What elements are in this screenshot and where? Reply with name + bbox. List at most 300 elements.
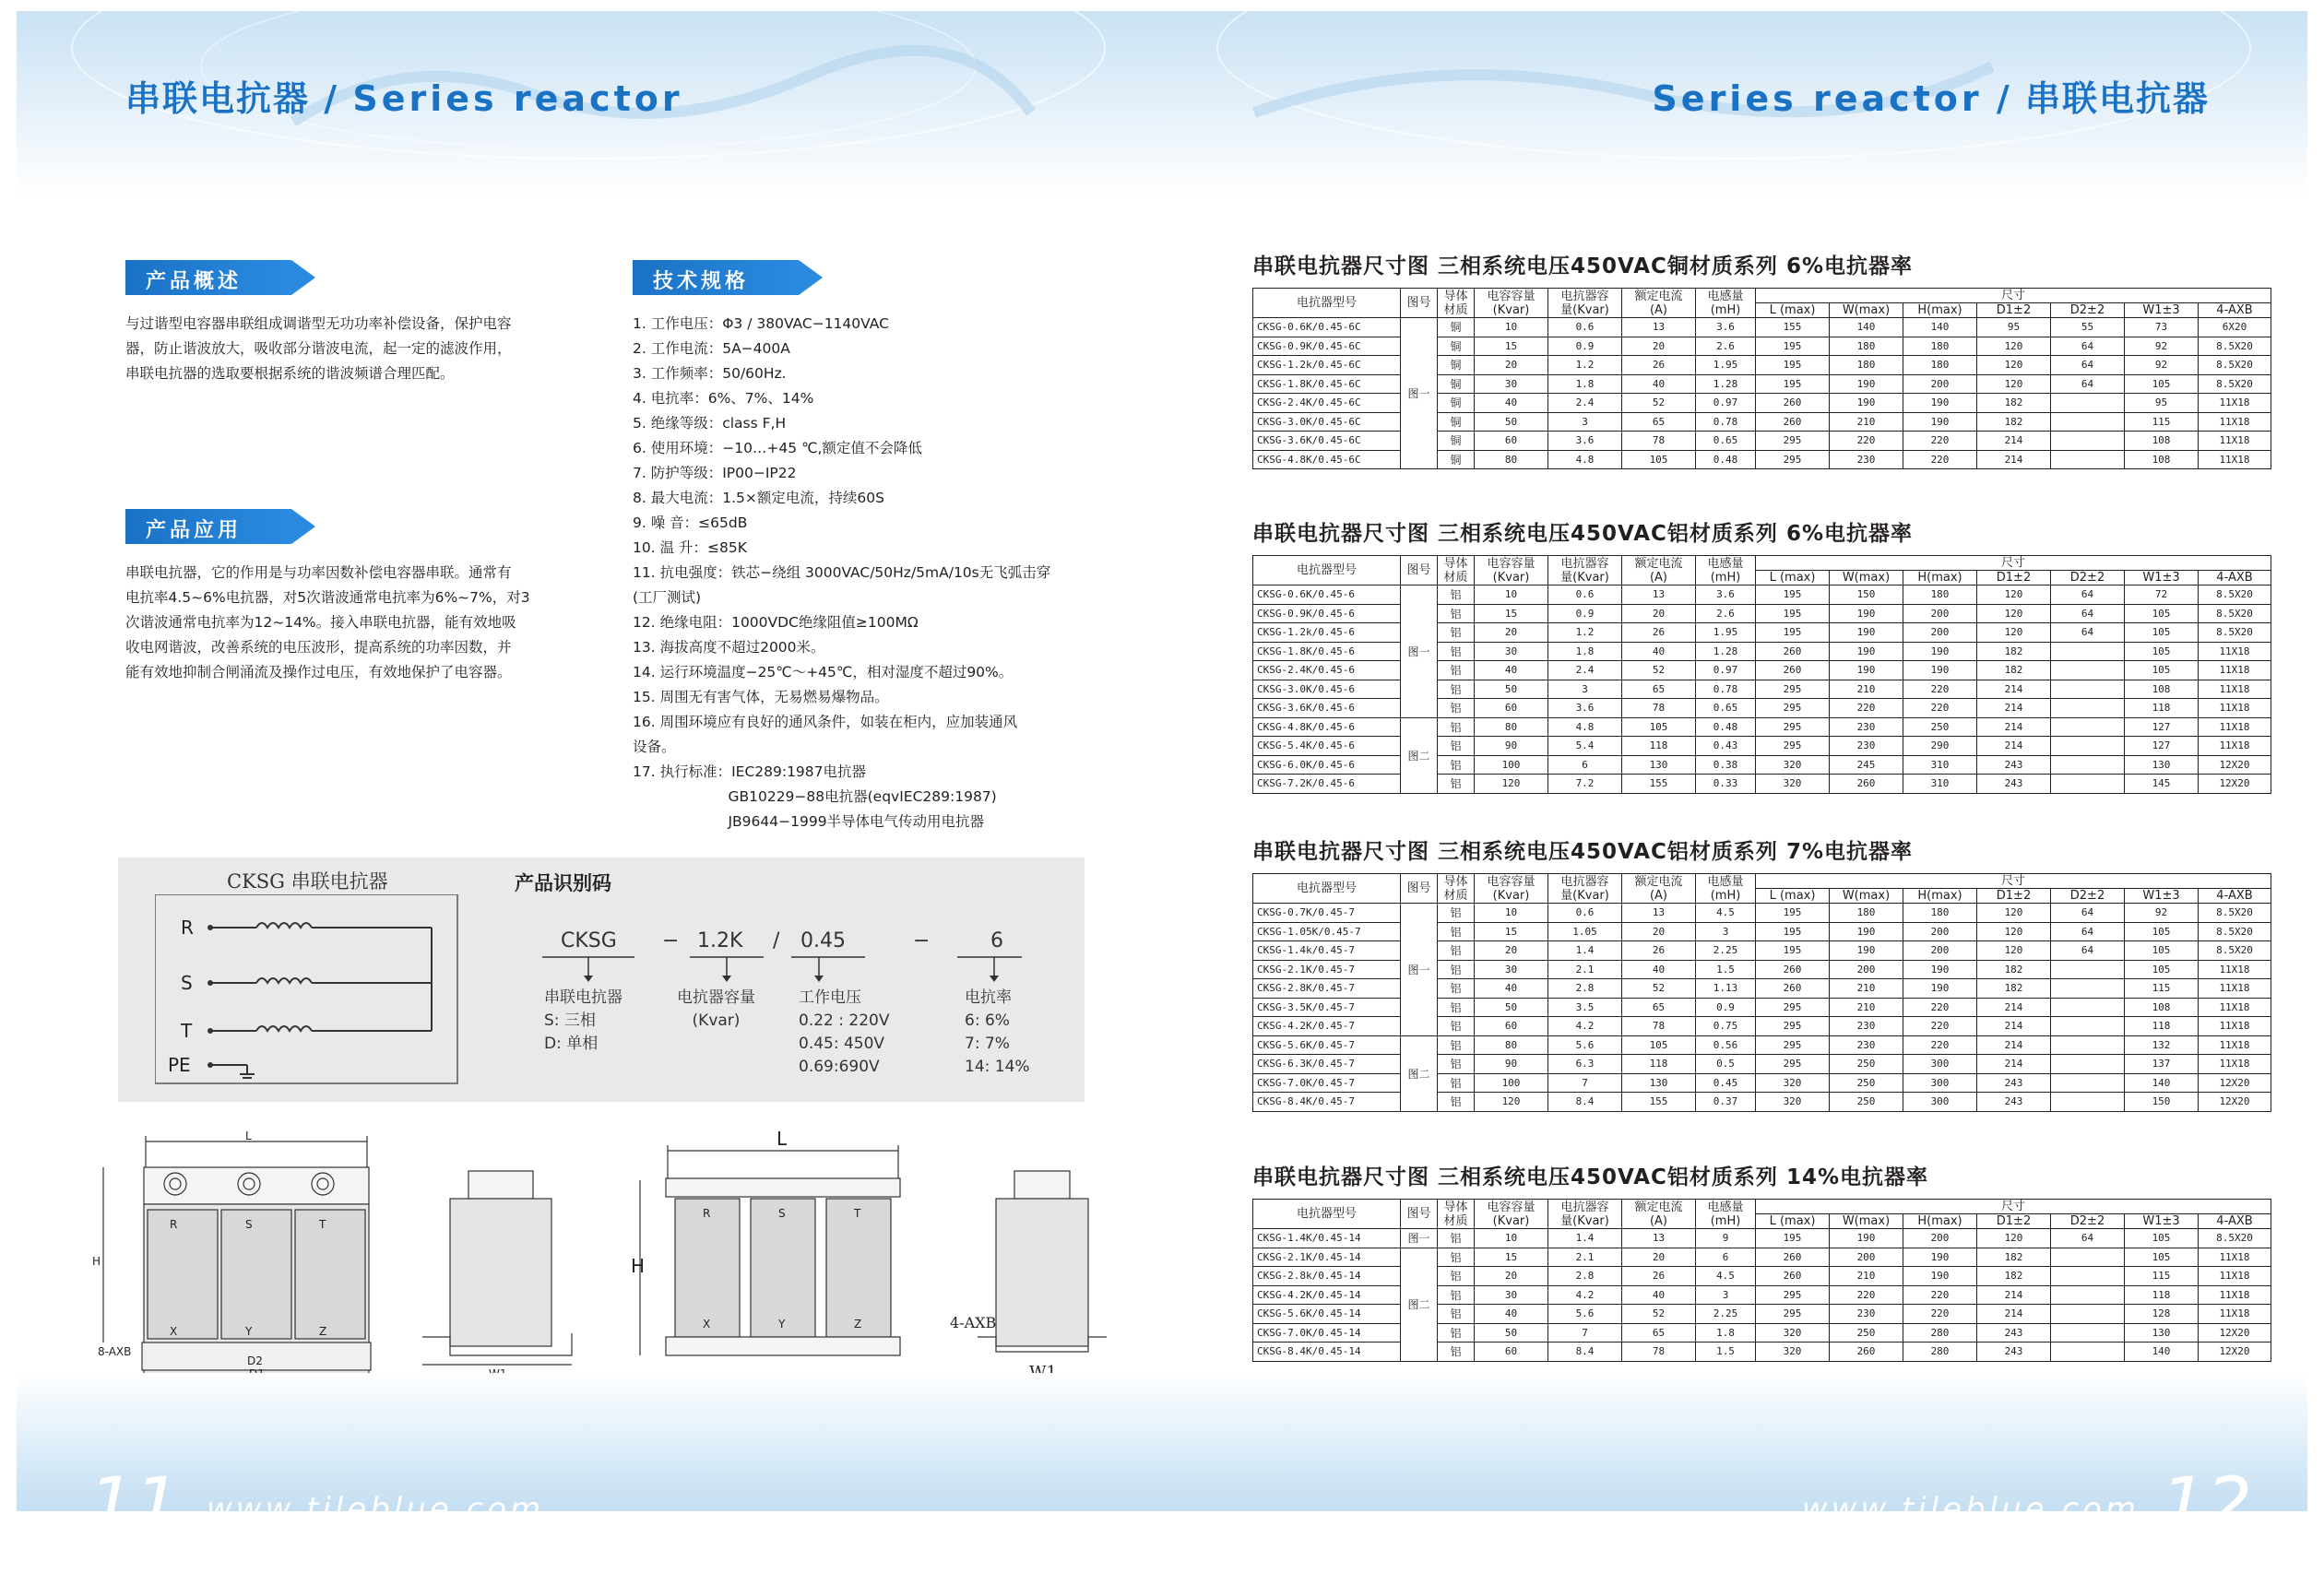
cell-value: 1.2 — [1548, 356, 1622, 375]
idcode-series-label: 串联电抗器 — [544, 988, 622, 1007]
fig1-dim-l: L — [245, 1130, 252, 1142]
cell-value: 260 — [1830, 1343, 1903, 1362]
idcode-part: − — [662, 929, 680, 952]
cell-value: 11X18 — [2199, 699, 2271, 718]
cell-value: 220 — [1903, 699, 1977, 718]
cell-value: 11X18 — [2199, 450, 2271, 469]
cell-value: 150 — [1830, 586, 1903, 605]
idcode-series-single-phase: D: 单相 — [544, 1035, 599, 1053]
cell-value: 214 — [1977, 1055, 2051, 1074]
fig2-term-z: Z — [854, 1318, 862, 1331]
specs-title: 技术规格 — [653, 270, 750, 293]
cell-value: 200 — [1903, 604, 1977, 623]
cell-value: 55 — [2051, 318, 2125, 337]
cell-value: 0.78 — [1696, 680, 1756, 699]
cell-model: CKSG-7.2K/0.45-6 — [1253, 775, 1401, 794]
cell-value: 11X18 — [2199, 432, 2271, 451]
cell-value: 250 — [1830, 1055, 1903, 1074]
col-header-inductance-line: 电感量 — [1707, 1200, 1744, 1214]
cell-value: 铜 — [1438, 318, 1475, 337]
cell-value: 295 — [1756, 1285, 1830, 1305]
cell-value: 20 — [1475, 356, 1548, 375]
cell-value: 180 — [1830, 356, 1903, 375]
cell-value: 64 — [2051, 604, 2125, 623]
cell-value: 214 — [1977, 680, 2051, 699]
col-header-reactor — [1548, 874, 1622, 904]
idcode-title: 产品识别码 — [515, 872, 611, 894]
cell-value: 7 — [1548, 1073, 1622, 1093]
cell-value: 214 — [1977, 717, 2051, 737]
col-header-dim: D1±2 — [1977, 889, 2051, 904]
cell-value: 60 — [1475, 1017, 1548, 1036]
cell-value: 105 — [2125, 374, 2199, 394]
cell-value: 182 — [1977, 960, 2051, 979]
cell-value: 20 — [1622, 337, 1696, 356]
cell-value: 1.4 — [1548, 1229, 1622, 1248]
cell-value: 20 — [1622, 922, 1696, 941]
cell-value: 214 — [1977, 1305, 2051, 1324]
cell-value: 铜 — [1438, 374, 1475, 394]
cell-model: CKSG-1.2k/0.45-6C — [1253, 356, 1401, 375]
col-header-material — [1438, 556, 1475, 586]
cell-value: 2.1 — [1548, 960, 1622, 979]
cell-value: 130 — [2125, 1323, 2199, 1343]
figure-2-drawing — [631, 1125, 917, 1402]
overview-title: 产品概述 — [146, 270, 243, 293]
cell-value: 12X20 — [2199, 1343, 2271, 1362]
col-header-inductance-line: (mH) — [1710, 888, 1741, 903]
col-header-dim: H(max) — [1903, 303, 1977, 318]
cell-model: CKSG-8.4K/0.45-7 — [1253, 1093, 1401, 1112]
cell-value: 80 — [1475, 1035, 1548, 1055]
col-header-current-line: 额定电流 — [1634, 1200, 1683, 1214]
cell-value: 1.28 — [1696, 642, 1756, 661]
cell-value: 0.6 — [1548, 586, 1622, 605]
cell-value: 182 — [1977, 394, 2051, 413]
cell-value — [2051, 1055, 2125, 1074]
col-header-current-line: 额定电流 — [1634, 874, 1683, 889]
col-header-current — [1622, 556, 1696, 586]
cell-value: 105 — [2125, 941, 2199, 961]
cell-value: 3 — [1696, 1285, 1756, 1305]
cell-value: 220 — [1903, 1305, 1977, 1324]
cell-value: 铝 — [1438, 960, 1475, 979]
fig1-dim-h: H — [92, 1255, 101, 1268]
cell-value: 铝 — [1438, 661, 1475, 680]
cell-value: 3.6 — [1696, 318, 1756, 337]
spec-line: (工厂测试) — [633, 589, 702, 606]
cell-value: 118 — [2125, 1017, 2199, 1036]
cell-value: 105 — [2125, 623, 2199, 643]
cell-value: 140 — [2125, 1073, 2199, 1093]
cell-value: 铝 — [1438, 737, 1475, 756]
cell-figure: 图一 — [1401, 586, 1438, 718]
table-row — [1253, 1248, 2271, 1267]
cell-value: 190 — [1903, 412, 1977, 432]
cell-value: 180 — [1830, 337, 1903, 356]
cell-figure: 图一 — [1401, 1229, 1438, 1248]
cell-value: 铜 — [1438, 432, 1475, 451]
col-header-current-line: 额定电流 — [1634, 556, 1683, 571]
cell-value: 243 — [1977, 1073, 2051, 1093]
application-text — [125, 561, 587, 685]
fig1-term-r: R — [170, 1218, 178, 1231]
cell-value: 210 — [1830, 979, 1903, 999]
col-header-capacitor-line: 电容容量 — [1487, 289, 1536, 303]
cell-value: 2.25 — [1696, 941, 1756, 961]
cell-value: 11X18 — [2199, 680, 2271, 699]
cell-value: 6 — [1696, 1248, 1756, 1267]
cell-value: 214 — [1977, 737, 2051, 756]
cell-model: CKSG-2.4K/0.45-6C — [1253, 394, 1401, 413]
cell-value: 120 — [1977, 922, 2051, 941]
cell-value: 182 — [1977, 979, 2051, 999]
cell-value: 295 — [1756, 998, 1830, 1017]
cell-value: 130 — [1622, 1073, 1696, 1093]
cell-value: 78 — [1622, 1343, 1696, 1362]
figure-1-side-drawing — [415, 1153, 599, 1402]
cell-value: 64 — [2051, 941, 2125, 961]
cell-value: 105 — [2125, 960, 2199, 979]
cell-value: 2.1 — [1548, 1248, 1622, 1267]
cell-value: 80 — [1475, 450, 1548, 469]
cell-value: 10 — [1475, 904, 1548, 923]
cell-value: 11X18 — [2199, 1305, 2271, 1324]
cell-value: 220 — [1903, 1035, 1977, 1055]
col-header-current-line: (A) — [1649, 1213, 1668, 1228]
page-header — [125, 70, 683, 121]
cell-value: 铝 — [1438, 1035, 1475, 1055]
col-header-reactor-line: 电抗器容 — [1560, 556, 1609, 571]
cell-value: 200 — [1903, 374, 1977, 394]
cell-value: 铝 — [1438, 922, 1475, 941]
cell-value: 230 — [1830, 717, 1903, 737]
cell-value: 120 — [1977, 586, 2051, 605]
header-en: Series reactor — [1652, 78, 1983, 119]
col-header-model: 电抗器型号 — [1253, 1200, 1401, 1229]
cell-value: 12X20 — [2199, 1093, 2271, 1112]
cell-value: 120 — [1475, 1093, 1548, 1112]
cell-value: 0.97 — [1696, 661, 1756, 680]
cell-value: 105 — [2125, 661, 2199, 680]
cell-value: 13 — [1622, 1229, 1696, 1248]
cell-value: 12X20 — [2199, 1073, 2271, 1093]
idcode-series-col — [544, 987, 622, 1056]
cell-value: 220 — [1903, 1285, 1977, 1305]
cell-value: 铝 — [1438, 1343, 1475, 1362]
cell-value: 127 — [2125, 717, 2199, 737]
cell-value: 243 — [1977, 1093, 2051, 1112]
col-header-model: 电抗器型号 — [1253, 289, 1401, 318]
col-header-dim: 4-AXB — [2199, 571, 2271, 586]
cell-model: CKSG-5.6K/0.45-7 — [1253, 1035, 1401, 1055]
footer-band — [17, 1373, 1162, 1511]
cell-value: 210 — [1830, 998, 1903, 1017]
table-row — [1253, 586, 2271, 605]
cell-value: 1.05 — [1548, 922, 1622, 941]
cell-value: 1.8 — [1696, 1323, 1756, 1343]
cell-value: 200 — [1903, 1229, 1977, 1248]
footer-url-right: www.tileblue.com — [1801, 1491, 2140, 1528]
cell-value: 64 — [2051, 922, 2125, 941]
cell-value: 220 — [1830, 1285, 1903, 1305]
cell-value: 12X20 — [2199, 775, 2271, 794]
cell-model: CKSG-4.8K/0.45-6 — [1253, 717, 1401, 737]
cell-value: 8.5X20 — [2199, 604, 2271, 623]
spec-line: 9. 噪 音：≤65dB — [633, 515, 748, 531]
cell-value: 250 — [1830, 1323, 1903, 1343]
cell-model: CKSG-4.2K/0.45-14 — [1253, 1285, 1401, 1305]
cell-model: CKSG-3.0K/0.45-6 — [1253, 680, 1401, 699]
cell-value: 214 — [1977, 450, 2051, 469]
cell-value: 105 — [2125, 604, 2199, 623]
col-header-material-line: 材质 — [1443, 570, 1468, 585]
cell-value: 118 — [2125, 1285, 2199, 1305]
col-header-dim: D2±2 — [2051, 303, 2125, 318]
header-sep: / — [1982, 78, 2025, 119]
circuit-id-panel — [118, 858, 1085, 1102]
cell-value: 80 — [1475, 717, 1548, 737]
fig1-dim-axb: 8-AXB — [98, 1345, 132, 1358]
cell-value: 128 — [2125, 1305, 2199, 1324]
cell-value: 26 — [1622, 356, 1696, 375]
cell-value: 195 — [1756, 374, 1830, 394]
cell-value: 26 — [1622, 1267, 1696, 1286]
col-header-capacitor — [1475, 874, 1548, 904]
cell-value: 280 — [1903, 1323, 1977, 1343]
cell-value: 2.4 — [1548, 394, 1622, 413]
cell-value: 20 — [1475, 941, 1548, 961]
cell-value: 310 — [1903, 755, 1977, 775]
col-header-inductance-line: (mH) — [1710, 570, 1741, 585]
cell-value: 78 — [1622, 432, 1696, 451]
cell-value: 60 — [1475, 432, 1548, 451]
cell-value: 120 — [1977, 356, 2051, 375]
col-header-figure: 图号 — [1401, 1200, 1438, 1229]
cell-value: 190 — [1830, 661, 1903, 680]
cell-value: 105 — [2125, 1229, 2199, 1248]
cell-value: 320 — [1756, 1343, 1830, 1362]
cell-value: 105 — [1622, 717, 1696, 737]
table-title: 串联电抗器尺寸图 三相系统电压450VAC铜材质系列 6%电抗器率 — [1252, 254, 1913, 278]
cell-value: 30 — [1475, 642, 1548, 661]
cell-value: 65 — [1622, 680, 1696, 699]
col-header-figure: 图号 — [1401, 289, 1438, 318]
cell-value: 105 — [1622, 450, 1696, 469]
cell-value: 铝 — [1438, 941, 1475, 961]
col-header-dim: H(max) — [1903, 1214, 1977, 1229]
col-header-reactor-line: 量(Kvar) — [1560, 302, 1609, 317]
cell-value — [2051, 1248, 2125, 1267]
application-title: 产品应用 — [146, 519, 243, 542]
cell-value: 11X18 — [2199, 960, 2271, 979]
col-header-material-line: 材质 — [1443, 1213, 1468, 1228]
cell-value — [2051, 412, 2125, 432]
col-header-dim: D2±2 — [2051, 889, 2125, 904]
cell-value: 3.5 — [1548, 998, 1622, 1017]
cell-value — [2051, 737, 2125, 756]
col-header-model: 电抗器型号 — [1253, 556, 1401, 586]
cell-value — [2051, 998, 2125, 1017]
cell-value: 145 — [2125, 775, 2199, 794]
cell-model: CKSG-2.1K/0.45-14 — [1253, 1248, 1401, 1267]
overview-line: 器，防止谐波放大，吸收部分谐波电流，起一定的滤波作用， — [125, 340, 512, 357]
cell-value: 6 — [1548, 755, 1622, 775]
col-header-dim: H(max) — [1903, 571, 1977, 586]
cell-value: 127 — [2125, 737, 2199, 756]
spec-line: 17. 执行标准：IEC289:1987电抗器 — [633, 763, 867, 780]
cell-value: 3 — [1548, 680, 1622, 699]
phase-label-t: T — [181, 1020, 193, 1042]
col-header-dim: 4-AXB — [2199, 303, 2271, 318]
spec-line: 14. 运行环境温度−25℃～+45℃，相对湿度不超过90%。 — [633, 664, 1014, 680]
col-header-dim: 4-AXB — [2199, 889, 2271, 904]
cell-value: 180 — [1903, 356, 1977, 375]
idcode-part: − — [913, 929, 931, 952]
application-line: 收电网谐波，改善系统的电压波形，提高系统的功率因数，并 — [125, 639, 512, 656]
col-header-dim: W(max) — [1830, 303, 1903, 318]
cell-value: 7 — [1548, 1323, 1622, 1343]
idcode-ratio-opt: 6: 6% — [965, 1011, 1010, 1030]
cell-value: 95 — [2125, 394, 2199, 413]
cell-value: 195 — [1756, 337, 1830, 356]
cell-value — [2051, 755, 2125, 775]
cell-value: 230 — [1830, 1017, 1903, 1036]
page-number-left: 11 — [89, 1463, 181, 1546]
cell-value: 78 — [1622, 1017, 1696, 1036]
col-header-capacitor — [1475, 1200, 1548, 1229]
cell-value: 230 — [1830, 737, 1903, 756]
cell-value — [2051, 1073, 2125, 1093]
col-header-current-line: (A) — [1649, 570, 1668, 585]
application-line: 次谐波通常电抗率为12~14%。接入串联电抗器，能有效地吸 — [125, 614, 516, 631]
cell-value — [2051, 1343, 2125, 1362]
cell-value: 182 — [1977, 661, 2051, 680]
cell-value: 11X18 — [2199, 1267, 2271, 1286]
section-title-application — [125, 509, 291, 544]
col-header-inductance — [1696, 1200, 1756, 1229]
cell-value: 铝 — [1438, 604, 1475, 623]
cell-value: 190 — [1830, 394, 1903, 413]
fig2-term-t: T — [854, 1207, 861, 1220]
col-header-dim: D1±2 — [1977, 303, 2051, 318]
cell-value: 190 — [1903, 642, 1977, 661]
col-header-dim: L (max) — [1756, 1214, 1830, 1229]
cell-value: 铝 — [1438, 1285, 1475, 1305]
cell-value: 220 — [1903, 680, 1977, 699]
cell-value: 105 — [1622, 1035, 1696, 1055]
col-header-inductance — [1696, 289, 1756, 318]
col-header-current-line: 额定电流 — [1634, 289, 1683, 303]
spec-table — [1252, 873, 2271, 1112]
cell-value: 64 — [2051, 623, 2125, 643]
cell-value: 铝 — [1438, 699, 1475, 718]
cell-figure: 图二 — [1401, 1248, 1438, 1361]
col-header-capacitor — [1475, 289, 1548, 318]
cell-value: 4.5 — [1696, 904, 1756, 923]
cell-value: 90 — [1475, 1055, 1548, 1074]
cell-value: 52 — [1622, 1305, 1696, 1324]
application-line: 电抗率4.5~6%电抗器，对5次谐波通常电抗率为6%~7%，对3 — [125, 589, 530, 606]
cell-value: 132 — [2125, 1035, 2199, 1055]
cell-value: 1.8 — [1548, 642, 1622, 661]
cell-value: 260 — [1830, 775, 1903, 794]
cell-value — [2051, 642, 2125, 661]
cell-value: 40 — [1475, 661, 1548, 680]
col-header-dim: D1±2 — [1977, 1214, 2051, 1229]
fig2-term-r: R — [703, 1207, 711, 1220]
pe-label: PE — [168, 1054, 191, 1076]
cell-value: 4.2 — [1548, 1017, 1622, 1036]
application-line: 串联电抗器，它的作用是与功率因数补偿电容器串联。通常有 — [125, 564, 512, 581]
cell-value: 180 — [1903, 904, 1977, 923]
cell-value: 260 — [1756, 394, 1830, 413]
cell-value: 260 — [1756, 661, 1830, 680]
cell-value: 13 — [1622, 586, 1696, 605]
cell-value: 108 — [2125, 432, 2199, 451]
cell-model: CKSG-1.8K/0.45-6C — [1253, 374, 1401, 394]
cell-value: 20 — [1475, 1267, 1548, 1286]
header-cn: 串联电抗器 — [125, 78, 311, 119]
cell-value: 0.78 — [1696, 412, 1756, 432]
cell-value: 260 — [1756, 1248, 1830, 1267]
cell-value: 0.9 — [1696, 998, 1756, 1017]
cell-value: 150 — [2125, 1093, 2199, 1112]
cell-value: 115 — [2125, 412, 2199, 432]
cell-value: 0.48 — [1696, 717, 1756, 737]
cell-value: 220 — [1830, 699, 1903, 718]
col-header-reactor-line: 量(Kvar) — [1560, 570, 1609, 585]
table-row — [1253, 1035, 2271, 1055]
cell-value: 115 — [2125, 979, 2199, 999]
col-header-dim: H(max) — [1903, 889, 1977, 904]
col-header-material — [1438, 874, 1475, 904]
cell-value: 72 — [2125, 586, 2199, 605]
cell-value: 214 — [1977, 432, 2051, 451]
cell-value: 铝 — [1438, 1267, 1475, 1286]
spec-table — [1252, 288, 2271, 469]
cell-value: 0.5 — [1696, 1055, 1756, 1074]
cell-value: 280 — [1903, 1343, 1977, 1362]
figure-1-drawing — [90, 1130, 395, 1379]
col-header-inductance — [1696, 556, 1756, 586]
col-header-capacitor-line: (Kvar) — [1492, 1213, 1530, 1228]
page-header — [1652, 70, 2210, 121]
cell-value: 铝 — [1438, 1093, 1475, 1112]
cell-value: 13 — [1622, 904, 1696, 923]
overview-text — [125, 312, 587, 386]
spec-line: 1. 工作电压：Φ3 / 380VAC−1140VAC — [633, 315, 889, 332]
cell-value: 95 — [1977, 318, 2051, 337]
spec-line: 3. 工作频率：50/60Hz. — [633, 365, 787, 382]
cell-value: 40 — [1622, 642, 1696, 661]
cell-value: 243 — [1977, 1343, 2051, 1362]
fig1-term-y: Y — [245, 1325, 253, 1338]
cell-value: 0.33 — [1696, 775, 1756, 794]
cell-value: 295 — [1756, 1017, 1830, 1036]
col-header-material — [1438, 289, 1475, 318]
cell-value: 铝 — [1438, 717, 1475, 737]
col-header-current — [1622, 289, 1696, 318]
cell-value: 铝 — [1438, 1229, 1475, 1248]
cell-value: 1.8 — [1548, 374, 1622, 394]
cell-value: 140 — [1830, 318, 1903, 337]
spec-line: 12. 绝缘电阻：1000VDC绝缘阻值≥100MΩ — [633, 614, 919, 631]
idcode-voltage-opt: 0.69:690V — [799, 1058, 880, 1076]
cell-value: 195 — [1756, 904, 1830, 923]
fig1-term-x: X — [170, 1325, 178, 1338]
cell-value: 3 — [1696, 922, 1756, 941]
